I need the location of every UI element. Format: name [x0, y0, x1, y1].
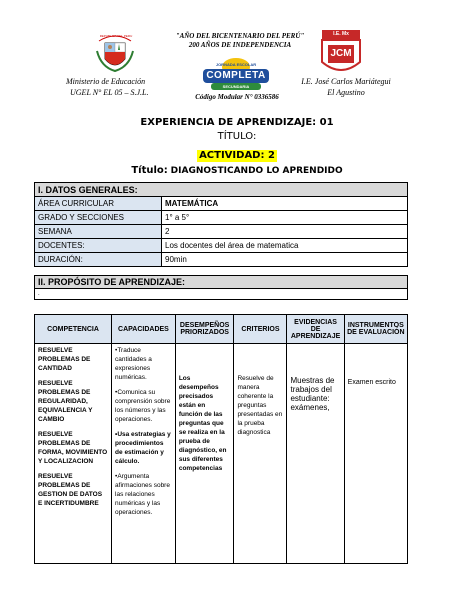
table-row: [35, 197, 408, 211]
actividad-highlight: ACTIVIDAD: 2: [199, 150, 275, 161]
ugel-name: UGEL N° EL 05 – S.J.L.: [70, 88, 149, 97]
desempenos-cell: Los desempeños precisados están en función de las preguntas que se realiza en la prueba de diagnóstico, en sus diferentes competencias: [175, 344, 234, 564]
title-block: [0, 117, 474, 178]
competencia-item: RESUELVE PROBLEMAS DE GESTION DE DATOS E INCERTIDUMBRE: [38, 473, 103, 507]
experiencia-title: EXPERIENCIA DE APRENDIZAJE: 01: [140, 117, 334, 128]
header-motto: [150, 32, 330, 50]
competencia-item: RESUELVE PROBLEMAS DE CANTIDAD: [38, 347, 91, 372]
header-capacidades: CAPACIDADES: [112, 315, 176, 344]
motto-line1: "AÑO DEL BICENTENARIO DEL PERÚ": [175, 32, 305, 40]
school-logo-initials: JCM: [330, 48, 352, 59]
header-instrumentos: INSTRUMENTOS DE EVALUACIÓN: [344, 315, 407, 344]
school-logo-top-text: I.E. Mx: [333, 31, 349, 37]
competencia-item: RESUELVE PROBLEMAS DE FORMA, MOVIMIENTO Y LOCALIZACION: [38, 431, 108, 465]
table-row: [35, 211, 408, 225]
capacidad-item: •Traduce cantidades a expresiones numéricas.: [115, 347, 152, 381]
completa-main-text: COMPLETA: [206, 70, 266, 81]
datos-heading: I. DATOS GENERALES:: [35, 183, 408, 197]
ministry-name: Ministerio de Educación: [66, 77, 146, 86]
motto-line2: 200 AÑOS DE INDEPENDENCIA: [188, 41, 292, 49]
criterios-cell: Resuelve de manera coherente la preguntas presentadas en la prueba diagnostica: [234, 344, 287, 564]
semana-label: SEMANA: [35, 225, 162, 239]
capacidad-item: •Usa estrategias y procedimientos de estimación y cálculo.: [115, 431, 171, 465]
school-shield-logo: [318, 28, 364, 78]
proposito-body: .: [35, 289, 408, 300]
table-header-row: [35, 315, 408, 344]
competencia-item: RESUELVE PROBLEMAS DE REGULARIDAD, EQUIVALENCIA Y CAMBIO: [38, 380, 93, 423]
completa-top-text: JORNADA ESCOLAR: [215, 62, 257, 67]
semana-value: 2: [162, 225, 408, 239]
competencias-cell: [35, 344, 112, 564]
capacidades-cell: [112, 344, 176, 564]
codigo-modular: Código Modular N° 0336586: [195, 93, 279, 101]
grado-value: 1° a 5°: [162, 211, 408, 225]
competencias-table: [34, 314, 408, 564]
area-value: MATEMÁTICA: [162, 197, 408, 211]
header-desempenos: DESEMPEÑOS PRIORIZADOS: [175, 315, 234, 344]
header-evidencias: EVIDENCIAS DE APRENDIZAJE: [287, 315, 344, 344]
school-place: El Agustino: [327, 88, 365, 97]
school-name: I.E. José Carlos Mariátegui: [301, 77, 391, 86]
crest-caption: REPUBLICA DEL PERU: [99, 34, 133, 38]
table-row: [35, 344, 408, 564]
table-row: [35, 225, 408, 239]
evidencias-cell: Muestras de trabajos del estudiante: exámenes,: [287, 344, 344, 564]
docentes-label: DOCENTES:: [35, 239, 162, 253]
titulo-label: TÍTULO:: [217, 131, 257, 142]
jornada-completa-logo: [197, 55, 275, 93]
capacidad-item: •Comunica su comprensión sobre los números y las operaciones.: [115, 389, 171, 423]
instrumentos-cell: Examen escrito: [344, 344, 407, 564]
duracion-value: 90min: [162, 253, 408, 267]
activity-title: [0, 164, 474, 178]
area-label: ÁREA CURRICULAR: [35, 197, 162, 211]
proposito-table: [34, 275, 408, 300]
header-competencia: COMPETENCIA: [35, 315, 112, 344]
table-row: [35, 253, 408, 267]
titulo-prefix: Título:: [131, 165, 168, 176]
grado-label: GRADO Y SECCIONES: [35, 211, 162, 225]
duracion-label: DURACIÓN:: [35, 253, 162, 267]
docentes-value: Los docentes del área de matematica: [162, 239, 408, 253]
datos-generales-table: [34, 182, 408, 267]
table-row: [35, 239, 408, 253]
completa-bottom-text: SECUNDARIA: [222, 84, 250, 89]
capacidad-item: •Argumenta afirmaciones sobre las relaciones numéricas y las operaciones.: [115, 473, 170, 516]
proposito-heading: II. PROPÓSITO DE APRENDIZAJE:: [35, 276, 408, 289]
header-criterios: CRITERIOS: [234, 315, 287, 344]
titulo-value: DIAGNOSTICANDO LO APRENDIDO: [170, 166, 343, 176]
